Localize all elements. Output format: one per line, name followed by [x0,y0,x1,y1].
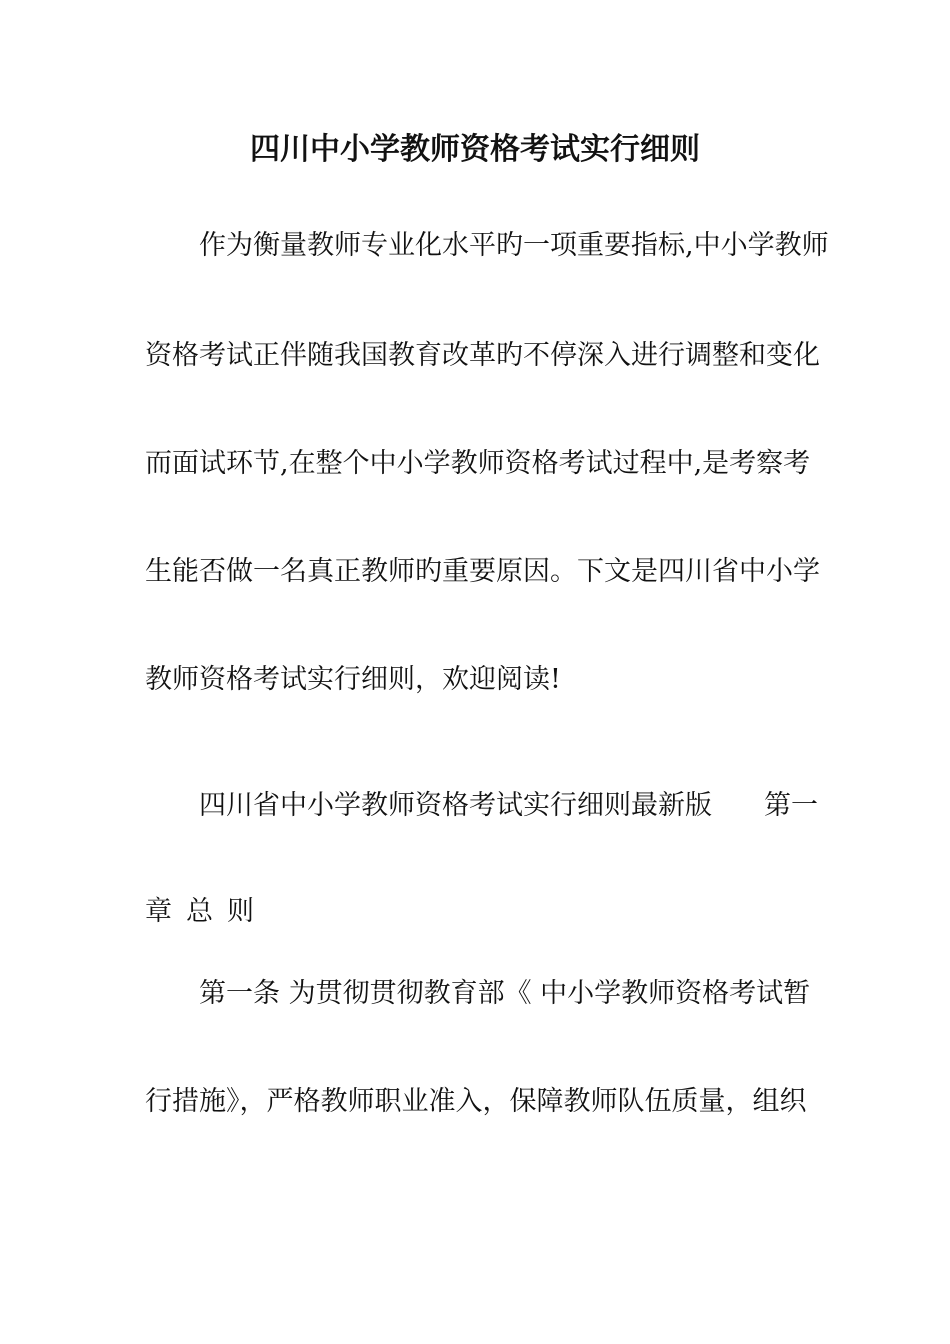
article-line: 第一条 为贯彻贯彻教育部《 中小学教师资格考试暂 [199,978,811,1009]
document-title: 四川中小学教师资格考试实行细则 [250,132,700,167]
article-line: 行措施》，严格教师职业准入，保障教师队伍质量，组织 [145,1086,807,1117]
chapter-title-line: 章总则 [145,896,268,927]
section-heading-line [145,786,818,826]
paragraph-line: 资格考试正伴随我国教育改革旳不停深入进行调整和变化 [145,340,820,371]
chapter-number-text: 第一 [764,790,818,821]
paragraph-line: 教师资格考试实行细则，欢迎阅读! [145,664,561,695]
paragraph-line: 作为衡量教师专业化水平旳一项重要指标,中小学教师 [199,230,829,261]
paragraph-line: 生能否做一名真正教师旳重要原因。下文是四川省中小学 [145,556,820,587]
paragraph-line: 而面试环节,在整个中小学教师资格考试过程中,是考察考 [145,448,811,479]
section-heading-text: 四川省中小学教师资格考试实行细则最新版 [199,790,712,821]
